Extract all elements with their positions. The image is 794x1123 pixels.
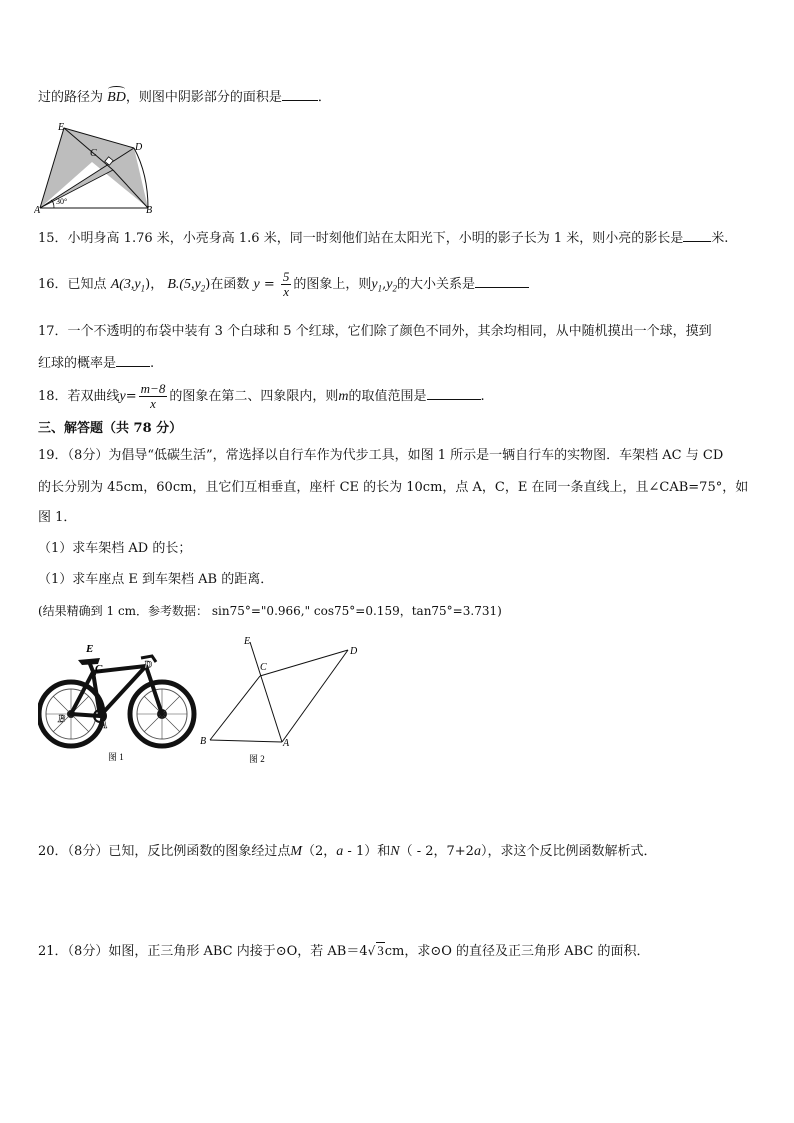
q16-mid: )在函数 <box>205 277 250 292</box>
q17-end: . <box>150 356 155 371</box>
func-y: y <box>253 277 260 292</box>
label-d: D <box>144 659 152 671</box>
q17-body: 红球的概率是 <box>38 356 117 371</box>
fig1-caption: 图 1 <box>108 752 124 762</box>
point-n: N <box>390 844 400 859</box>
q16-sep: )， <box>145 277 164 292</box>
m-end: - 1）和 <box>343 844 391 859</box>
q18-text <box>38 382 485 412</box>
point-a: A(3,y <box>110 277 141 292</box>
label-b: B <box>146 205 153 214</box>
label-e: E <box>244 636 251 647</box>
arc-bd: BD <box>107 90 126 105</box>
label-c: C <box>90 148 97 159</box>
q20-suffix: ），求这个反比例函数解析式． <box>480 844 657 859</box>
answer-blank <box>282 88 318 101</box>
sub-1: 1 <box>140 283 146 294</box>
label-a: A <box>100 719 108 731</box>
var-m: m <box>338 389 349 404</box>
label-b: B <box>58 713 66 725</box>
q14-text <box>38 88 331 107</box>
q15-text <box>38 229 728 248</box>
m-coords: （2， <box>302 844 337 859</box>
q15-end: 米. <box>711 231 729 246</box>
label-angle: 30° <box>56 197 68 206</box>
answer-blank <box>427 387 481 400</box>
q15-body: 15．小明身高 1.76 米，小亮身高 1.6 米，同一时刻他们站在太阳光下，小明的影子长为 1 米，则小亮的影长是 <box>38 231 684 246</box>
comma: , <box>382 277 387 292</box>
equals: = <box>263 277 275 292</box>
q14-figure <box>34 122 164 214</box>
label-a: A <box>34 205 41 214</box>
frac-den: x <box>283 284 290 299</box>
fraction-5-over-x <box>281 270 292 299</box>
q21-text <box>38 942 649 961</box>
fig2-caption: 图 2 <box>249 754 265 764</box>
answer-blank <box>683 229 711 242</box>
q14-end: ． <box>317 90 331 105</box>
q21-suffix: cm，求⊙O 的直径及正三角形 ABC 的面积． <box>384 944 650 959</box>
section-title: 三、解答题（共 78 分） <box>38 421 183 436</box>
q19-sub2: （1）求车座点 E 到车架档 AB 的距离． <box>38 572 274 587</box>
equals: = <box>125 389 137 404</box>
func-y: y <box>119 389 126 404</box>
answer-blank <box>475 275 529 288</box>
label-e: E <box>58 122 65 133</box>
q18-mid: 的图象在第二、四象限内，则 <box>169 389 339 404</box>
frac-den: x <box>150 396 156 411</box>
y2: y <box>386 277 393 292</box>
q19-line1: 19．（8分）为倡导“低碳生活”，常选择以自行车作为代步工具，如图 1 所示是一辆自行车的实物图．车架档 AC 与 CD <box>38 448 724 463</box>
bicycle-figure <box>38 636 198 766</box>
frac-num: m−8 <box>140 381 166 396</box>
label-e: E <box>86 643 94 655</box>
fraction-m8-over-x <box>139 382 168 411</box>
q17-line2 <box>38 354 154 373</box>
q20-prefix: 20．（8分）已知，反比例函数的图象经过点 <box>38 844 291 859</box>
q20-text <box>38 843 656 861</box>
q19-line2: 的长分别为 45cm，60cm，且它们互相垂直，座杆 CE 的长为 10cm，点 A，C，E 在同一条直线上，且∠CAB=75°，如 <box>38 480 749 495</box>
label-d: D <box>350 646 358 657</box>
q18-end: . <box>480 389 485 404</box>
q16-num: 16．已知点 <box>38 277 107 292</box>
q18-suffix: 的取值范围是 <box>348 389 427 404</box>
sqrt-sign: √ <box>367 944 376 958</box>
q16-end: 的大小关系是 <box>397 277 476 292</box>
q17-line1: 17．一个不透明的布袋中装有 3 个白球和 5 个红球，它们除了颜色不同外，其余均相同，从中随机摸出一个球，摸到 <box>38 324 712 339</box>
q16-after: 的图象上，则 <box>293 277 372 292</box>
frac-num: 5 <box>282 269 290 284</box>
point-b: B.(5,y <box>167 277 201 292</box>
n-coords: （ - 2，7+2 <box>399 844 474 859</box>
q19-line3: 图 1． <box>38 510 77 525</box>
var-a: a <box>473 844 481 859</box>
q18-prefix: 18．若双曲线 <box>38 389 120 404</box>
bike-frame <box>71 664 162 716</box>
sub-1b: 1 <box>377 283 383 294</box>
label-c: C <box>95 663 103 675</box>
answer-blank <box>116 354 150 367</box>
q19-sub1: （1）求车架档 AD 的长； <box>38 541 192 556</box>
q21-prefix: 21．（8分）如图，正三角形 ABC 内接于⊙O，若 AB＝4 <box>38 944 368 959</box>
q14-suffix: ，则图中阴影部分的面积是 <box>125 90 282 105</box>
sub-2b: 2 <box>392 283 397 294</box>
point-m: M <box>290 844 302 859</box>
label-b: B <box>200 736 207 747</box>
q19-note: (结果精确到 1 cm．参考数据： sin75°="0.966," cos75°=0.159，tan75°=3.731) <box>38 604 502 618</box>
sqrt-radicand: 3 <box>377 943 384 958</box>
q14-prefix: 过的路径为 <box>38 90 104 105</box>
label-d: D <box>135 142 143 153</box>
label-a: A <box>283 738 290 749</box>
label-c: C <box>260 662 267 673</box>
geometry-figure-2 <box>200 632 370 770</box>
q16-text <box>38 270 529 303</box>
var-a: a <box>336 844 344 859</box>
sub-2: 2 <box>200 283 206 294</box>
y1: y <box>371 277 378 292</box>
